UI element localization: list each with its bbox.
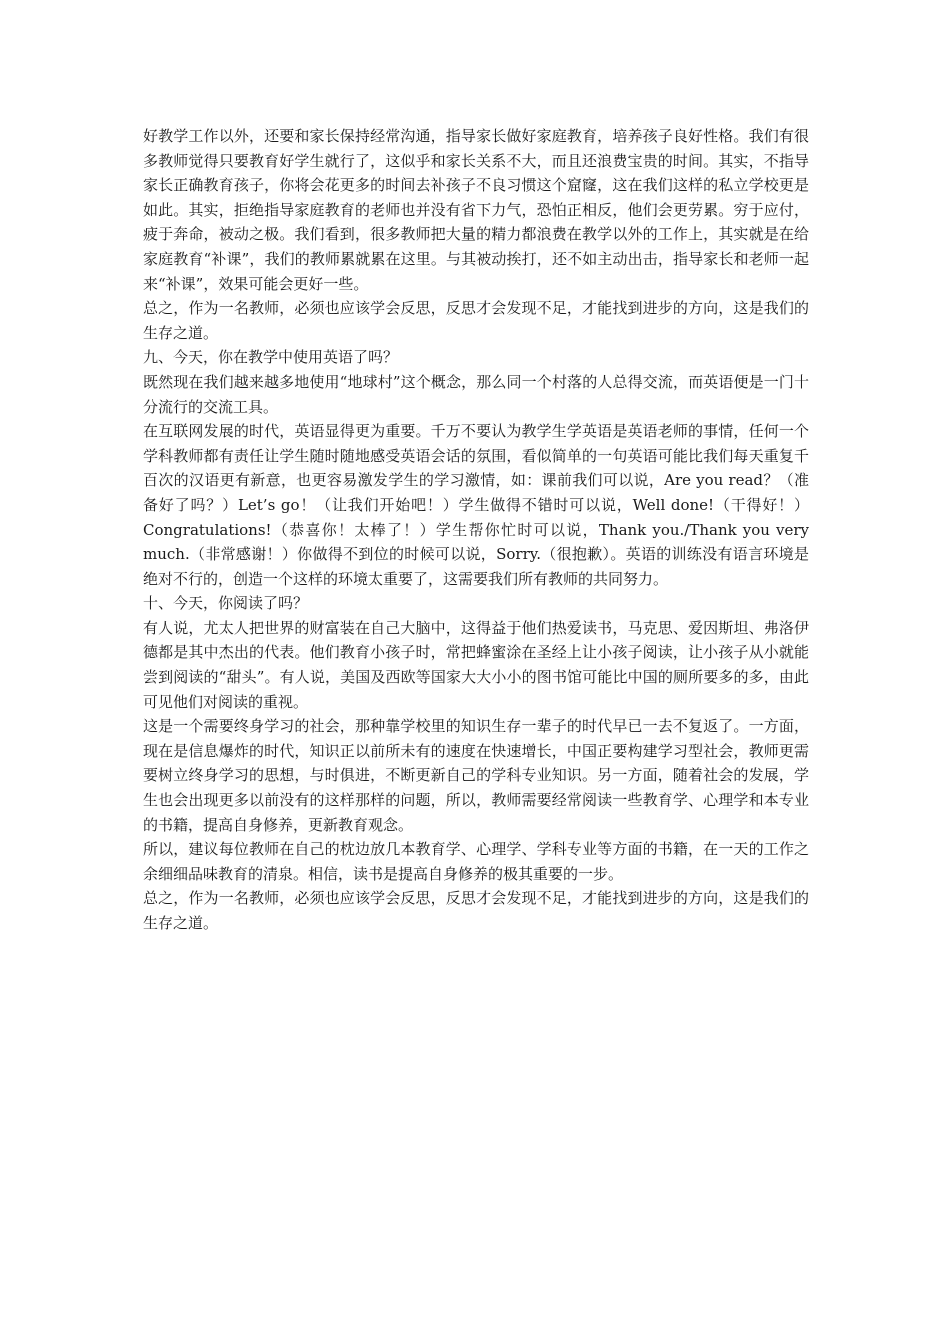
paragraph-reading-culture: 有人说，尤太人把世界的财富装在自己大脑中，这得益于他们热爱读书，马克思、爱因斯坦、弗洛伊德都是其中杰出的代表。他们教育小孩子时，常把蜂蜜涂在圣经上让小孩子阅读，让小孩子从小就能尝到阅读的“甜头”。有人说，美国及西欧等国家大大小小的图书馆可能比中国的厕所要多的多，由此可见他们对阅读的重视。 — [143, 618, 809, 711]
section-heading-english: 九、今天，你在教学中使用英语了吗？ — [143, 348, 399, 367]
paragraph-lifelong-learning: 这是一个需要终身学习的社会，那种靠学校里的知识生存一辈子的时代早已一去不复返了。一方面，现在是信息爆炸的时代，知识正以前所未有的速度在快速增长，中国正要构建学习型社会，教师更需要树立终身学习的思想，与时俱进，不断更新自己的学科专业知识。另一方面，随着社会的发展，学生也会出现更多以前没有的这样那样的问题，所以，教师需要经常阅读一些教育学、心理学和本专业的书籍，提高自身修养，更新教育观念。 — [143, 717, 809, 834]
paragraph-conclusion-1: 总之，作为一名教师，必须也应该学会反思，反思才会发现不足，才能找到进步的方向，这是我们的生存之道。 — [143, 299, 809, 342]
paragraph-reading-suggestion: 所以，建议每位教师在自己的枕边放几本教育学、心理学、学科专业等方面的书籍，在一天的工作之余细细品味教育的清泉。相信，读书是提高自身修养的极其重要的一步。 — [143, 840, 809, 883]
document-body — [143, 124, 809, 936]
paragraph-family-education: 好教学工作以外，还要和家长保持经常沟通，指导家长做好家庭教育，培养孩子良好性格。我们有很多教师觉得只要教育好学生就行了，这似乎和家长关系不大，而且还浪费宝贵的时间。其实，不指导家长正确教育孩子，你将会花更多的时间去补孩子不良习惯这个窟窿，这在我们这样的私立学校更是如此。其实，拒绝指导家庭教育的老师也并没有省下力气，恐怕正相反，他们会更劳累。穷于应付，疲于奔命，被动之极。我们看到，很多教师把大量的精力都浪费在教学以外的工作上，其实就是在给家庭教育“补课”，我们的教师累就累在这里。与其被动挨打，还不如主动出击，指导家长和老师一起来“补课”，效果可能会更好一些。 — [143, 127, 809, 293]
paragraph-conclusion-2: 总之，作为一名教师，必须也应该学会反思，反思才会发现不足，才能找到进步的方向，这是我们的生存之道。 — [143, 889, 809, 932]
paragraph-global-village: 既然现在我们越来越多地使用“地球村”这个概念，那么同一个村落的人总得交流，而英语便是一门十分流行的交流工具。 — [143, 372, 809, 416]
paragraph-english-usage: 在互联网发展的时代，英语显得更为重要。千万不要认为教学生学英语是英语老师的事情，任何一个学科教师都有责任让学生随时随地感受英语会话的氛围，看似简单的一句英语可能比我们每天重复千百次的汉语更有新意，也更容易激发学生的学习激情，如：课前我们可以说，Are you read？（准备好了吗？）Let’s go！（让我们开始吧！）学生做得不错时可以说，Well done!（干得好！）Congratulations!（恭喜你！太棒了！）学生帮你忙时可以说，Thank you./Thank you very much.（非常感谢！）你做得不到位的时候可以说，Sorry.（很抱歉）。英语的训练没有语言环境是绝对不行的，创造一个这样的环境太重要了，这需要我们所有教师的共同努力。 — [143, 422, 809, 588]
section-heading-reading: 十、今天，你阅读了吗？ — [143, 594, 309, 613]
